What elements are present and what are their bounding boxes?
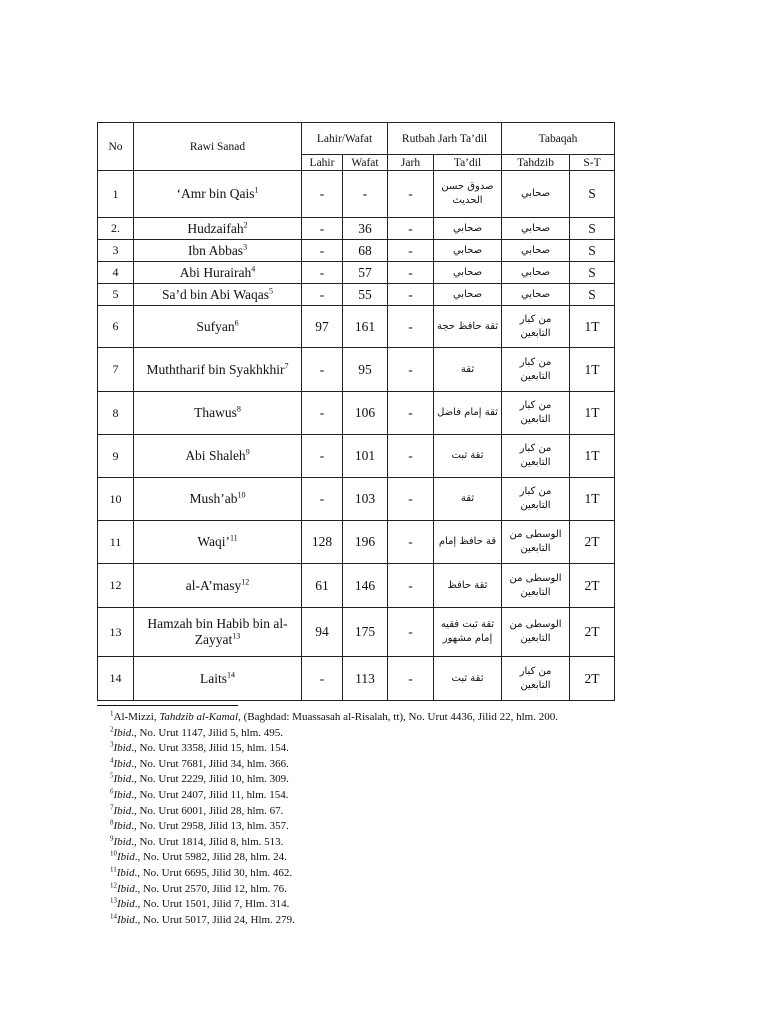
cell-tadil: صحابي xyxy=(434,284,502,306)
cell-s-t: 1T xyxy=(570,348,615,392)
footnote-detail: ., No. Urut 2229, Jilid 10, hlm. 309. xyxy=(131,773,289,786)
cell-jarh: - xyxy=(388,262,434,284)
cell-lahir: 94 xyxy=(302,608,343,657)
cell-s-t: S xyxy=(570,171,615,218)
rawi-name: Thawus xyxy=(194,405,237,420)
footnote-source: Ibid xyxy=(117,882,135,895)
footnote-item xyxy=(110,804,750,820)
cell-tahdzib: الوسطى من التابعين xyxy=(502,564,570,608)
cell-wafat: 175 xyxy=(343,608,388,657)
cell-tahdzib: الوسطى من التابعين xyxy=(502,521,570,564)
table-row xyxy=(98,171,615,218)
cell-tahdzib: صحابي xyxy=(502,284,570,306)
cell-lahir: - xyxy=(302,240,343,262)
cell-s-t: 1T xyxy=(570,392,615,435)
cell-rawi-name xyxy=(134,392,302,435)
cell-lahir: - xyxy=(302,392,343,435)
footnote-divider xyxy=(97,705,238,706)
cell-tahdzib: من كبار التابعين xyxy=(502,657,570,701)
footnote-detail: ., No. Urut 1147, Jilid 5, hlm. 495. xyxy=(131,726,283,739)
cell-wafat: 55 xyxy=(343,284,388,306)
cell-tadil: قة حافظ إمام xyxy=(434,521,502,564)
table-row xyxy=(98,306,615,348)
rawi-name: Laits xyxy=(200,670,227,686)
footnote-source: Ibid xyxy=(117,851,135,864)
footnote-number: 7 xyxy=(110,802,114,811)
cell-jarh: - xyxy=(388,521,434,564)
table-row xyxy=(98,564,615,608)
cell-tahdzib: من كبار التابعين xyxy=(502,348,570,392)
cell-tahdzib: صحابي xyxy=(502,240,570,262)
footnote-detail: ., No. Urut 6001, Jilid 28, hlm. 67. xyxy=(131,804,284,817)
footnote-item xyxy=(110,819,750,835)
footnote-number: 8 xyxy=(110,818,114,827)
footnote-number: 9 xyxy=(110,834,114,843)
footnote-detail: ., No. Urut 1501, Jilid 7, Hlm. 314. xyxy=(134,898,290,911)
cell-tadil: ثقة ثبت فقيه إمام مشهور xyxy=(434,608,502,657)
cell-jarh: - xyxy=(388,284,434,306)
cell-s-t: S xyxy=(570,262,615,284)
cell-lahir: - xyxy=(302,478,343,521)
cell-wafat: 146 xyxy=(343,564,388,608)
cell-jarh: - xyxy=(388,564,434,608)
rawi-name: Hudzaifah xyxy=(187,220,244,236)
cell-lahir: - xyxy=(302,262,343,284)
table-row xyxy=(98,218,615,240)
cell-no: 12 xyxy=(98,564,134,608)
cell-tadil: ثقة حافظ حجة xyxy=(434,306,502,348)
footnote-ref: 5 xyxy=(269,286,274,295)
cell-tahdzib: من كبار التابعين xyxy=(502,306,570,348)
cell-jarh: - xyxy=(388,478,434,521)
rawi-name: Abi Shaleh xyxy=(185,448,246,463)
footnote-detail: , (Baghdad: Muassasah al-Risalah, tt), No. Urut 4436, Jilid 22, hlm. 200. xyxy=(238,711,558,723)
cell-rawi-name xyxy=(134,521,302,564)
cell-rawi-name xyxy=(134,657,302,701)
footnote-item xyxy=(110,772,750,788)
footnote-detail: ., No. Urut 5982, Jilid 28, hlm. 24. xyxy=(134,851,287,864)
table-row xyxy=(98,284,615,306)
rawi-name: Ibn Abbas xyxy=(187,242,244,258)
footnote-number: 3 xyxy=(110,740,114,749)
cell-s-t: S xyxy=(570,218,615,240)
footnote-source: Tahdzib al-Kamal xyxy=(159,711,239,723)
footnote-ref: 6 xyxy=(234,318,239,327)
footnote-item xyxy=(110,710,750,726)
footnote-source: Ibid xyxy=(113,835,132,848)
cell-tahdzib: من كبار التابعين xyxy=(502,392,570,435)
table-row xyxy=(98,657,615,701)
footnote-item xyxy=(110,850,750,866)
footnote-ref: 10 xyxy=(237,490,246,500)
cell-rawi-name xyxy=(134,608,302,657)
cell-rawi-name xyxy=(134,240,302,262)
cell-jarh: - xyxy=(388,218,434,240)
cell-tadil: صحابي xyxy=(434,218,502,240)
cell-s-t: S xyxy=(570,240,615,262)
cell-no: 3 xyxy=(98,240,134,262)
footnote-ref: 13 xyxy=(232,631,241,641)
cell-wafat: 57 xyxy=(343,262,388,284)
cell-s-t: 2T xyxy=(570,564,615,608)
table-row xyxy=(98,392,615,435)
cell-jarh: - xyxy=(388,171,434,218)
cell-wafat: 196 xyxy=(343,521,388,564)
cell-tahdzib: من كبار التابعين xyxy=(502,435,570,478)
cell-s-t: S xyxy=(570,284,615,306)
rawi-name: Hamzah bin Habib bin al-Zayyat xyxy=(147,616,288,647)
footnote-source: Ibid xyxy=(117,913,135,926)
table-row xyxy=(98,262,615,284)
cell-rawi-name xyxy=(134,284,302,306)
footnote-detail: ., No. Urut 1814, Jilid 8, hlm. 513. xyxy=(131,835,284,848)
cell-rawi-name xyxy=(134,306,302,348)
rawi-name: Sufyan xyxy=(196,318,235,334)
cell-rawi-name xyxy=(134,262,302,284)
cell-s-t: 2T xyxy=(570,521,615,564)
cell-no: 11 xyxy=(98,521,134,564)
cell-no: 1 xyxy=(98,171,134,218)
cell-lahir: - xyxy=(302,284,343,306)
footnote-detail: ., No. Urut 5017, Jilid 24, Hlm. 279. xyxy=(134,913,295,926)
header-lahir-wafat: Lahir/Wafat xyxy=(302,123,388,155)
footnote-number: 12 xyxy=(110,880,117,889)
footnote-item xyxy=(110,788,750,804)
rawi-sanad-table xyxy=(97,122,615,701)
footnote-number: 2 xyxy=(110,724,114,733)
cell-tahdzib: الوسطى من التابعين xyxy=(502,608,570,657)
footnote-detail: ., No. Urut 2958, Jilid 13, hlm. 357. xyxy=(131,820,289,833)
footnote-detail: ., No. Urut 6695, Jilid 30, hlm. 462. xyxy=(134,866,293,879)
cell-lahir: - xyxy=(302,435,343,478)
cell-no: 10 xyxy=(98,478,134,521)
footnote-source: Ibid xyxy=(116,866,135,879)
footnote-ref: 7 xyxy=(284,361,289,370)
cell-wafat: 68 xyxy=(343,240,388,262)
footnote-ref: 3 xyxy=(243,242,248,251)
cell-no: 2. xyxy=(98,218,134,240)
cell-wafat: 95 xyxy=(343,348,388,392)
footnote-item xyxy=(110,866,750,882)
footnote-number: 6 xyxy=(110,787,114,796)
rawi-name: Abi Hurairah xyxy=(179,264,252,280)
table-row xyxy=(98,348,615,392)
cell-lahir: 61 xyxy=(302,564,343,608)
cell-tadil: صدوق حسن الحديث xyxy=(434,171,502,218)
cell-jarh: - xyxy=(388,240,434,262)
cell-rawi-name xyxy=(134,218,302,240)
header-no: No xyxy=(98,123,134,171)
cell-jarh: - xyxy=(388,435,434,478)
footnote-item xyxy=(110,757,750,773)
header-rutbah-jarh-tadil: Rutbah Jarh Ta’dil xyxy=(388,123,502,155)
cell-tahdzib: صحابي xyxy=(502,218,570,240)
cell-tadil: ثقة xyxy=(434,348,502,392)
cell-tadil: صحابي xyxy=(434,262,502,284)
cell-wafat: 161 xyxy=(343,306,388,348)
footnote-item xyxy=(110,913,750,929)
rawi-name: al-A’masy xyxy=(185,577,242,593)
cell-rawi-name xyxy=(134,171,302,218)
cell-lahir: - xyxy=(302,171,343,218)
header-tahdzib: Tahdzib xyxy=(502,155,570,171)
cell-s-t: 2T xyxy=(570,608,615,657)
header-wafat: Wafat xyxy=(343,155,388,171)
cell-no: 4 xyxy=(98,262,134,284)
footnote-source: Ibid xyxy=(113,804,132,817)
cell-lahir: 128 xyxy=(302,521,343,564)
footnote-ref: 9 xyxy=(245,447,250,457)
cell-lahir: - xyxy=(302,348,343,392)
footnote-number: 5 xyxy=(110,771,114,780)
header-tabaqah: Tabaqah xyxy=(502,123,615,155)
footnote-number: 11 xyxy=(110,865,117,874)
footnote-item xyxy=(110,897,750,913)
header-lahir: Lahir xyxy=(302,155,343,171)
cell-tadil: ثقة حافظ xyxy=(434,564,502,608)
rawi-name: Sa’d bin Abi Waqas xyxy=(161,286,270,302)
cell-no: 14 xyxy=(98,657,134,701)
cell-no: 9 xyxy=(98,435,134,478)
footnote-ref: 11 xyxy=(229,533,238,543)
cell-jarh: - xyxy=(388,657,434,701)
footnote-item xyxy=(110,726,750,742)
cell-jarh: - xyxy=(388,348,434,392)
cell-lahir: - xyxy=(302,657,343,701)
footnote-item xyxy=(110,741,750,757)
cell-tahdzib: من كبار التابعين xyxy=(502,478,570,521)
cell-tahdzib: صحابي xyxy=(502,262,570,284)
footnote-detail: ., No. Urut 7681, Jilid 34, hlm. 366. xyxy=(131,757,289,770)
table-row xyxy=(98,608,615,657)
cell-no: 7 xyxy=(98,348,134,392)
header-rawi-sanad: Rawi Sanad xyxy=(134,123,302,171)
cell-lahir: 97 xyxy=(302,306,343,348)
cell-wafat: - xyxy=(343,171,388,218)
footnote-item xyxy=(110,835,750,851)
header-s-t: S-T xyxy=(570,155,615,171)
footnote-lead: Al-Mizzi, xyxy=(113,711,160,723)
cell-wafat: 106 xyxy=(343,392,388,435)
cell-tadil: ثقة ثبت xyxy=(434,435,502,478)
cell-no: 13 xyxy=(98,608,134,657)
rawi-name: Waqi’ xyxy=(197,534,230,549)
footnote-source: Ibid xyxy=(113,757,132,770)
cell-rawi-name xyxy=(134,478,302,521)
cell-rawi-name xyxy=(134,348,302,392)
footnote-item xyxy=(110,882,750,898)
footnote-ref: 12 xyxy=(241,577,250,586)
footnote-ref: 8 xyxy=(236,404,241,414)
footnote-source: Ibid xyxy=(113,726,132,739)
footnote-number: 10 xyxy=(110,849,117,858)
cell-tahdzib: صحابي xyxy=(502,171,570,218)
footnote-number: 4 xyxy=(110,756,114,765)
cell-tadil: ثقة إمام فاضل xyxy=(434,392,502,435)
table-row xyxy=(98,521,615,564)
cell-tadil: صحابي xyxy=(434,240,502,262)
footnote-number: 13 xyxy=(110,896,117,905)
footnote-source: Ibid xyxy=(113,820,132,833)
cell-s-t: 2T xyxy=(570,657,615,701)
cell-rawi-name xyxy=(134,564,302,608)
cell-rawi-name xyxy=(134,435,302,478)
footnotes xyxy=(110,710,750,928)
footnote-number: 1 xyxy=(110,709,114,718)
footnote-source: Ibid xyxy=(117,898,135,911)
footnote-ref: 1 xyxy=(254,185,259,195)
rawi-name: Mush’ab xyxy=(189,491,238,506)
cell-s-t: 1T xyxy=(570,478,615,521)
header-jarh: Jarh xyxy=(388,155,434,171)
footnote-number: 14 xyxy=(110,912,117,921)
cell-lahir: - xyxy=(302,218,343,240)
cell-no: 5 xyxy=(98,284,134,306)
cell-no: 8 xyxy=(98,392,134,435)
footnote-source: Ibid xyxy=(113,788,132,801)
table-row xyxy=(98,435,615,478)
cell-wafat: 101 xyxy=(343,435,388,478)
cell-jarh: - xyxy=(388,608,434,657)
table-row xyxy=(98,240,615,262)
footnote-source: Ibid xyxy=(113,773,132,786)
footnote-ref: 2 xyxy=(243,220,248,229)
footnote-ref: 4 xyxy=(251,264,256,273)
rawi-name: Muththarif bin Syakhkhir xyxy=(146,361,285,377)
rawi-name: ‘Amr bin Qais xyxy=(176,186,255,201)
cell-wafat: 113 xyxy=(343,657,388,701)
table-body xyxy=(98,171,615,701)
cell-jarh: - xyxy=(388,392,434,435)
footnote-detail: ., No. Urut 2570, Jilid 12, hlm. 76. xyxy=(134,882,287,895)
cell-jarh: - xyxy=(388,306,434,348)
table-row xyxy=(98,478,615,521)
cell-wafat: 36 xyxy=(343,218,388,240)
cell-s-t: 1T xyxy=(570,435,615,478)
footnote-ref: 14 xyxy=(227,670,235,679)
cell-wafat: 103 xyxy=(343,478,388,521)
cell-no: 6 xyxy=(98,306,134,348)
cell-tadil: ثقة ثبت xyxy=(434,657,502,701)
cell-tadil: ثقة xyxy=(434,478,502,521)
cell-s-t: 1T xyxy=(570,306,615,348)
footnote-detail: ., No. Urut 2407, Jilid 11, hlm. 154. xyxy=(131,788,289,801)
footnote-source: Ibid xyxy=(113,742,132,755)
footnote-detail: ., No. Urut 3358, Jilid 15, hlm. 154. xyxy=(131,742,289,755)
header-tadil: Ta’dil xyxy=(434,155,502,171)
